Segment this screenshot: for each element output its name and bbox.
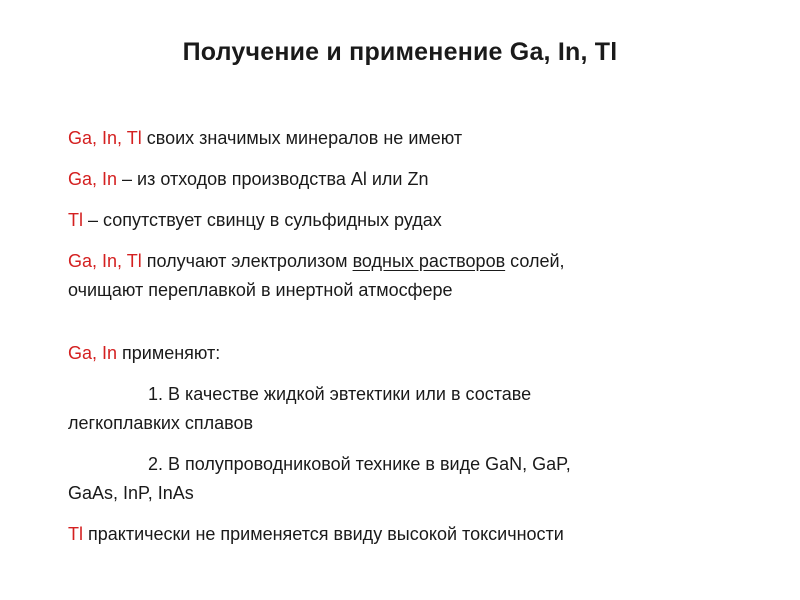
slide-content [68, 124, 748, 561]
paragraph-thallium-ores [68, 206, 748, 235]
list-item-text: GaAs, InP, InAs [68, 483, 194, 503]
list-item-eutectic [68, 380, 748, 438]
elements-highlight: Tl [68, 210, 83, 230]
paragraph-text: очищают переплавкой в инертной атмосфере [68, 280, 453, 300]
elements-highlight: Ga, In, Tl [68, 251, 142, 271]
elements-highlight: Ga, In [68, 169, 118, 189]
paragraph-text: солей, [505, 251, 565, 271]
paragraph-text: – из отходов производства Al или Zn [117, 169, 429, 189]
paragraph-text: своих значимых минералов не имеют [141, 128, 463, 148]
elements-highlight: Tl [68, 524, 83, 544]
list-item-text: 2. В полупроводниковой технике в виде GaN, GaP, [148, 454, 571, 474]
paragraph-applications-heading [68, 339, 748, 368]
underlined-term: водных растворов [352, 251, 506, 271]
paragraph-thallium-toxicity [68, 520, 748, 549]
slide-title: Получение и применение Ga, In, Tl [182, 38, 618, 66]
paragraph-waste-source [68, 165, 748, 194]
paragraph-text: получают электролизом [141, 251, 353, 271]
paragraph-text: применяют: [117, 343, 221, 363]
list-item-semiconductors [68, 450, 748, 508]
paragraph-minerals [68, 124, 748, 153]
elements-highlight: Ga, In [68, 343, 118, 363]
spacer [68, 317, 748, 339]
paragraph-text: практически не применяется ввиду высокой токсичности [83, 524, 564, 544]
paragraph-electrolysis [68, 247, 748, 305]
list-item-text: 1. В качестве жидкой эвтектики или в составе [148, 384, 532, 404]
list-item-text: легкоплавких сплавов [68, 413, 254, 433]
paragraph-text: – сопутствует свинцу в сульфидных рудах [83, 210, 442, 230]
elements-highlight: Ga, In, Tl [68, 128, 142, 148]
